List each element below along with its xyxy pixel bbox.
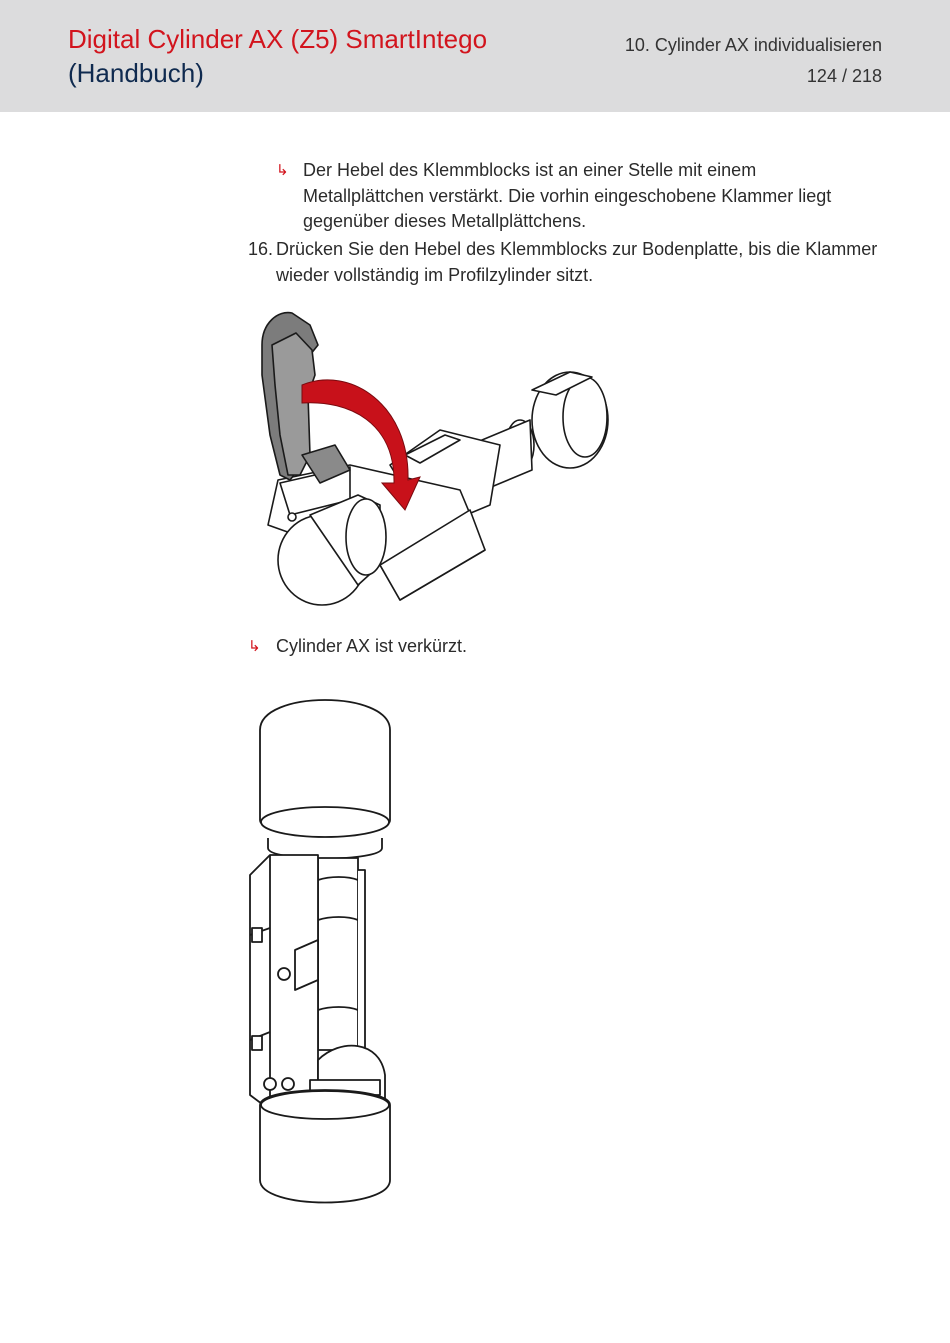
chapter-info <box>625 30 882 92</box>
page-header <box>0 0 950 112</box>
result-text: Cylinder AX ist verkürzt. <box>276 636 468 656</box>
document-title-line2: (Handbuch) <box>68 58 204 88</box>
step-number: 16. <box>248 239 274 259</box>
clamp-block-illustration <box>240 305 620 610</box>
document-title-line1: Digital Cylinder AX (Z5) SmartIntego <box>68 24 488 54</box>
result-arrow-icon: ↳ <box>248 638 261 655</box>
shortened-cylinder-illustration <box>240 680 400 1220</box>
result-arrow-icon: ↳ <box>276 162 289 179</box>
step-text: Drücken Sie den Hebel des Klemmblocks zur Bodenplatte, bis die Klammer wieder vollständig im Profilzylinder sitzt. <box>276 239 878 285</box>
result-text: Der Hebel des Klemmblocks ist an einer Stelle mit einem Metallplättchen verstärkt. Die vorhin eingeschobene Klammer liegt gegenüber dieses Metallplättchens. <box>303 160 832 231</box>
document-title <box>68 22 487 90</box>
page-number: 124 / 218 <box>806 66 882 86</box>
chapter-title: 10. Cylinder AX individualisieren <box>624 35 882 55</box>
